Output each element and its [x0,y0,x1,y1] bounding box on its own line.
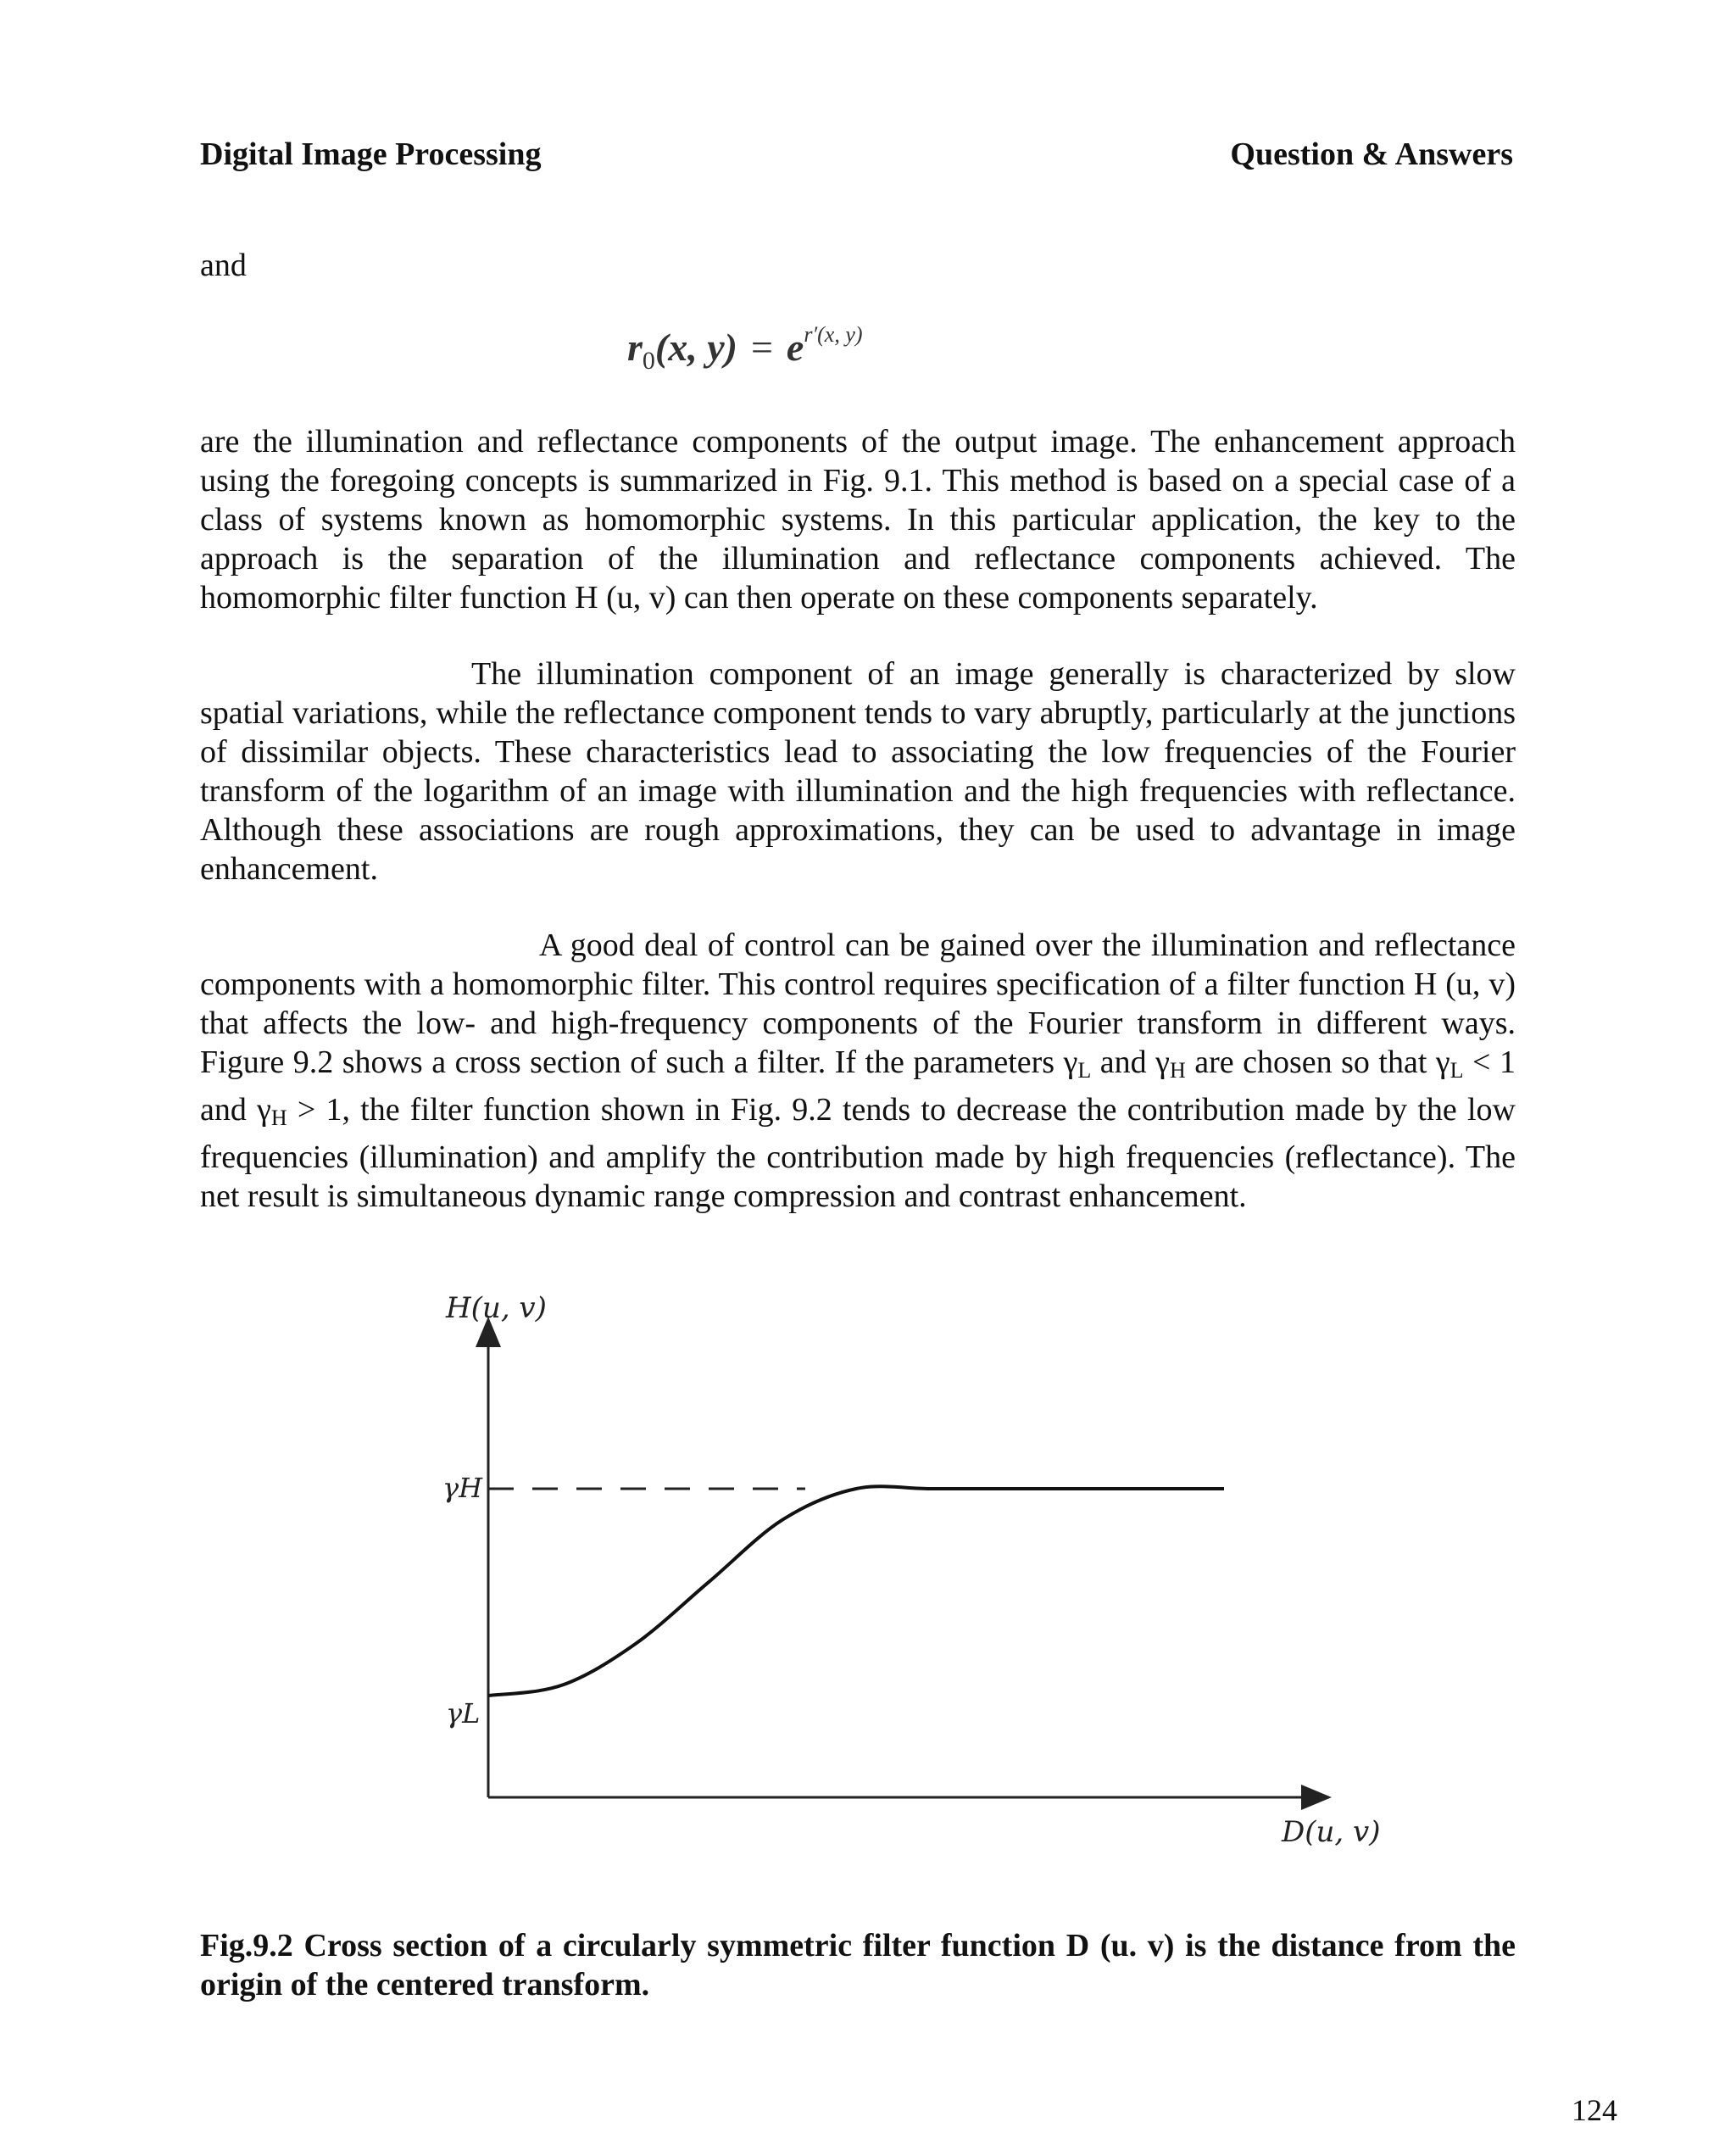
gamma-h-axis-label: γH [442,1472,483,1504]
gamma-h-2: γ [257,1092,271,1128]
figure-caption: Fig.9.2 Cross section of a circularly symmetric filter function D (u. v) is the distance from the origin of the centered transform. [200,1928,1516,2002]
x-axis-label: D(u, v) [1282,1815,1381,1849]
eq-rhs-base: e [786,326,804,369]
gamma-l-2-sub: L [1449,1058,1464,1083]
eq-lhs-r: r [627,326,643,369]
gamma-l-axis-label: γL [446,1697,481,1729]
eq-equals: = [750,326,773,369]
eq-rhs-exp: r′(x, y) [804,322,863,347]
gamma-h-1-sub: H [1169,1058,1186,1083]
gamma-h-1: γ [1155,1044,1170,1080]
page-number: 124 [1572,2093,1617,2127]
intro-word: and [200,248,247,283]
gamma-l-2: γ [1435,1044,1450,1080]
eq-lhs-args: (x, y) [654,326,737,369]
paragraph-2: The illumination component of an image generally is characterized by slow spatial variations, while the reflectance component tends to vary abruptly, particularly at the junctions of dissimilar objects. These characteristics lead to associating the low frequencies of the Fourier transform of the logarithm of an image with illumination and the high frequencies with reflectance. Although these associations are rough approximations, they can be used to advantage in image enhancement. [200,656,1516,887]
header-section: Question & Answers [1230,136,1513,172]
gamma-l-1-sub: L [1077,1058,1092,1083]
eq-lhs-sub: 0 [642,347,655,375]
gamma-l-1: γ [1063,1044,1078,1080]
p3-text-a: A good deal of control can be gained over the illumination and reflectance components with a homomorphic filter. This control requires specification of a filter function H (u, v) that affects the low- and high-frequency components of the Fourier transform in different ways. Figure 9.2 shows a cross section of such a filter. If the parameters [200,927,1516,1080]
p3-text-c: are chosen so that [1185,1044,1436,1080]
gamma-h-2-sub: H [270,1106,287,1130]
p3-text-b: and [1091,1044,1156,1080]
p3-text-e: > 1, the filter function shown in Fig. 9.2 tends to decrease the contribution made by the low frequencies (illumination) and amplify the contribution made by high frequencies (reflectance). The net result is simultaneous dynamic range compression and contrast enhancement. [200,1092,1516,1214]
header-title: Digital Image Processing [200,136,542,172]
y-axis-label: H(u, v) [446,1291,547,1325]
filter-curve [488,1486,1224,1696]
p3-text-d: < 1 and [200,1044,1516,1128]
paragraph-1: are the illumination and reflectance components of the output image. The enhancement approach using the foregoing concepts is summarized in Fig. 9.1. This method is based on a special case of a class of systems known as homomorphic systems. In this particular application, the key to the approach is the separation of the illumination and reflectance components achieved. The homomorphic filter function H (u, v) can then operate on these components separately. [200,424,1516,615]
